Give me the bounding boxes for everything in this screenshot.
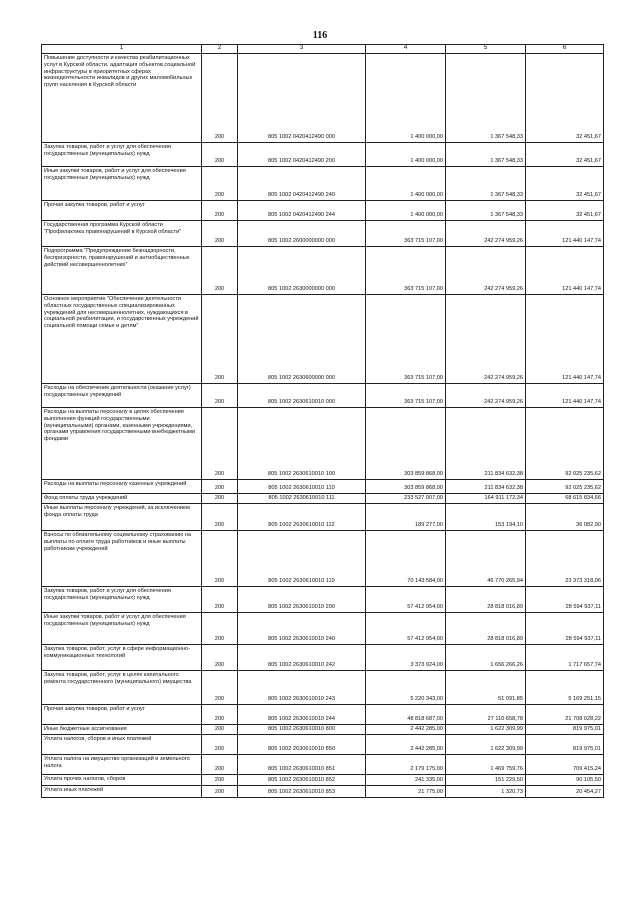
row-name: Основное мероприятие "Обеспечение деятельности областных государственных специализированных учреждений для несовершеннолетних, нуждающихся в социальной реабилитации, и государственных учреждений социальной помощи семье и детям" <box>42 295 202 384</box>
row-value-col5: 28 818 016,89 <box>446 613 526 645</box>
row-value-col4: 363 715 107,00 <box>366 295 446 384</box>
table-row <box>42 613 604 645</box>
row-value-col4: 57 412 954,00 <box>366 613 446 645</box>
row-value-col6: 709 415,24 <box>526 755 604 775</box>
row-classification-code: 805 1002 2630610010 111 <box>238 494 366 504</box>
row-name: Иные закупки товаров, работ и услуг для обеспечения государственных (муниципальных) нужд <box>42 613 202 645</box>
row-value-col5: 46 770 265,94 <box>446 531 526 587</box>
row-col2: 200 <box>202 504 238 531</box>
table-row <box>42 735 604 755</box>
table-row <box>42 221 604 247</box>
header-col-2: 2 <box>202 45 238 54</box>
row-value-col5: 151 229,50 <box>446 775 526 786</box>
row-classification-code: 805 1002 2630000000 000 <box>238 247 366 295</box>
row-col2: 200 <box>202 531 238 587</box>
row-value-col6: 28 594 937,11 <box>526 587 604 613</box>
row-value-col4: 1 400 000,00 <box>366 167 446 201</box>
row-value-col4: 48 818 687,00 <box>366 705 446 725</box>
row-value-col6: 32 451,67 <box>526 201 604 221</box>
row-col2: 200 <box>202 671 238 705</box>
row-value-col6: 121 440 147,74 <box>526 247 604 295</box>
row-classification-code: 805 1002 0420412490 244 <box>238 201 366 221</box>
row-col2: 200 <box>202 143 238 167</box>
row-value-col4: 70 143 584,00 <box>366 531 446 587</box>
row-value-col6: 32 451,67 <box>526 143 604 167</box>
row-name: Подпрограмма "Предупреждение безнадзорности, беспризорности, правонарушений и антиобщественных действий несовершеннолетних" <box>42 247 202 295</box>
row-value-col6: 819 975,01 <box>526 725 604 735</box>
row-value-col4: 363 715 107,00 <box>366 384 446 408</box>
row-name: Уплата налога на имущество организаций и земельного налога <box>42 755 202 775</box>
row-classification-code: 805 1002 0420412490 240 <box>238 167 366 201</box>
row-name: Расходы на выплаты персоналу в целях обеспечения выполнения функций государственными (муниципальными) органами, казенными учреждениями, органами управления государственными внебюджетными фондами <box>42 408 202 480</box>
row-name: Взносы по обязательному социальному страхованию на выплаты по оплате труда работников и иные выплаты работникам учреждений <box>42 531 202 587</box>
row-value-col5: 242 274 959,26 <box>446 384 526 408</box>
row-value-col4: 5 220 343,00 <box>366 671 446 705</box>
row-name: Прочая закупка товаров, работ и услуг <box>42 705 202 725</box>
row-name: Закупка товаров, работ, услуг в сфере информационно-коммуникационных технологий <box>42 645 202 671</box>
header-col-3: 3 <box>238 45 366 54</box>
row-value-col5: 1 367 548,33 <box>446 143 526 167</box>
table-row <box>42 725 604 735</box>
row-value-col6: 5 169 251,15 <box>526 671 604 705</box>
row-value-col4: 303 859 868,00 <box>366 408 446 480</box>
row-col2: 200 <box>202 786 238 798</box>
row-value-col6: 92 025 235,62 <box>526 480 604 494</box>
row-value-col5: 242 274 959,26 <box>446 295 526 384</box>
row-value-col5: 1 656 266,26 <box>446 645 526 671</box>
table-body <box>42 54 604 798</box>
row-value-col4: 363 715 107,00 <box>366 221 446 247</box>
table-row <box>42 247 604 295</box>
row-col2: 200 <box>202 295 238 384</box>
row-name: Государственная программа Курской области "Профилактика правонарушений в Курской области" <box>42 221 202 247</box>
row-value-col4: 57 412 954,00 <box>366 587 446 613</box>
table-row <box>42 143 604 167</box>
row-classification-code: 805 1002 2630610010 242 <box>238 645 366 671</box>
row-classification-code: 805 1002 2600000000 000 <box>238 221 366 247</box>
row-value-col5: 28 818 016,89 <box>446 587 526 613</box>
header-col-5: 5 <box>446 45 526 54</box>
row-classification-code: 805 1002 2630610010 852 <box>238 775 366 786</box>
row-name: Иные бюджетные ассигнования <box>42 725 202 735</box>
row-value-col6: 68 615 834,66 <box>526 494 604 504</box>
row-value-col5: 51 091,85 <box>446 671 526 705</box>
row-col2: 200 <box>202 408 238 480</box>
row-col2: 200 <box>202 725 238 735</box>
row-name: Уплата иных платежей <box>42 786 202 798</box>
row-name: Закупка товаров, работ и услуг для обеспечения государственных (муниципальных) нужд <box>42 587 202 613</box>
row-classification-code: 805 1002 2630610010 800 <box>238 725 366 735</box>
table-row <box>42 645 604 671</box>
row-classification-code: 805 1002 2630600000 000 <box>238 295 366 384</box>
row-value-col4: 233 527 007,00 <box>366 494 446 504</box>
row-value-col6: 121 440 147,74 <box>526 295 604 384</box>
table-row <box>42 705 604 725</box>
row-value-col5: 1 469 759,76 <box>446 755 526 775</box>
row-classification-code: 805 1002 0420412490 000 <box>238 54 366 143</box>
header-col-1: 1 <box>42 45 202 54</box>
row-name: Уплата прочих налогов, сборов <box>42 775 202 786</box>
row-classification-code: 805 1002 2630610010 112 <box>238 504 366 531</box>
row-value-col5: 164 911 172,34 <box>446 494 526 504</box>
table-row <box>42 755 604 775</box>
row-value-col4: 1 400 000,00 <box>366 143 446 167</box>
row-col2: 200 <box>202 613 238 645</box>
row-col2: 200 <box>202 247 238 295</box>
table-row <box>42 384 604 408</box>
row-value-col6: 20 454,27 <box>526 786 604 798</box>
row-value-col6: 21 708 028,22 <box>526 705 604 725</box>
row-classification-code: 805 1002 2630610010 850 <box>238 735 366 755</box>
row-col2: 200 <box>202 201 238 221</box>
table-row <box>42 671 604 705</box>
row-value-col4: 1 400 000,00 <box>366 201 446 221</box>
row-col2: 200 <box>202 221 238 247</box>
table-row <box>42 531 604 587</box>
table-row <box>42 786 604 798</box>
header-row <box>42 45 604 54</box>
row-col2: 200 <box>202 705 238 725</box>
row-name: Закупка товаров, работ и услуг для обеспечения государственных (муниципальных) нужд <box>42 143 202 167</box>
row-col2: 200 <box>202 735 238 755</box>
row-value-col5: 242 274 959,26 <box>446 221 526 247</box>
row-value-col4: 1 400 000,00 <box>366 54 446 143</box>
row-value-col6: 1 717 657,74 <box>526 645 604 671</box>
row-name: Иные выплаты персоналу учреждений, за исключением фонда оплаты труда <box>42 504 202 531</box>
row-value-col5: 242 274 959,26 <box>446 247 526 295</box>
row-value-col6: 32 451,67 <box>526 167 604 201</box>
row-value-col5: 211 834 632,38 <box>446 408 526 480</box>
row-classification-code: 805 1002 2630610010 000 <box>238 384 366 408</box>
budget-execution-table <box>41 44 604 798</box>
row-col2: 200 <box>202 645 238 671</box>
row-classification-code: 805 1002 2630610010 243 <box>238 671 366 705</box>
row-value-col4: 241 335,00 <box>366 775 446 786</box>
row-value-col6: 121 440 147,74 <box>526 221 604 247</box>
table-row <box>42 480 604 494</box>
row-value-col4: 189 277,00 <box>366 504 446 531</box>
row-classification-code: 805 1002 2630610010 851 <box>238 755 366 775</box>
table-row <box>42 775 604 786</box>
table-row <box>42 494 604 504</box>
row-value-col6: 36 082,90 <box>526 504 604 531</box>
row-name: Закупка товаров, работ, услуг в целях капитального ремонта государственного (муниципального) имущества <box>42 671 202 705</box>
row-value-col5: 1 622 309,99 <box>446 725 526 735</box>
table-row <box>42 201 604 221</box>
row-col2: 200 <box>202 384 238 408</box>
header-col-6: 6 <box>526 45 604 54</box>
row-col2: 200 <box>202 480 238 494</box>
row-value-col5: 1 367 548,33 <box>446 167 526 201</box>
table-row <box>42 408 604 480</box>
row-value-col5: 1 367 548,33 <box>446 201 526 221</box>
row-value-col6: 92 025 235,62 <box>526 408 604 480</box>
row-classification-code: 805 1002 2630610010 240 <box>238 613 366 645</box>
row-value-col4: 2 179 175,00 <box>366 755 446 775</box>
row-name: Фонд оплаты труда учреждений <box>42 494 202 504</box>
row-classification-code: 805 1002 2630610010 244 <box>238 705 366 725</box>
row-classification-code: 805 1002 2630610010 200 <box>238 587 366 613</box>
row-classification-code: 805 1002 2630610010 853 <box>238 786 366 798</box>
row-name: Расходы на выплаты персоналу казенных учреждений <box>42 480 202 494</box>
table-row <box>42 295 604 384</box>
row-value-col5: 1 367 548,33 <box>446 54 526 143</box>
row-value-col5: 211 834 632,38 <box>446 480 526 494</box>
row-value-col6: 121 440 147,74 <box>526 384 604 408</box>
header-col-4: 4 <box>366 45 446 54</box>
table-row <box>42 587 604 613</box>
row-value-col5: 1 622 309,99 <box>446 735 526 755</box>
row-col2: 200 <box>202 494 238 504</box>
table-row <box>42 167 604 201</box>
row-col2: 200 <box>202 775 238 786</box>
row-value-col6: 23 373 318,06 <box>526 531 604 587</box>
row-name: Уплата налогов, сборов и иных платежей <box>42 735 202 755</box>
row-classification-code: 805 1002 2630610010 110 <box>238 480 366 494</box>
row-name: Иные закупки товаров, работ и услуг для обеспечения государственных (муниципальных) нужд <box>42 167 202 201</box>
row-value-col6: 32 451,67 <box>526 54 604 143</box>
page-number: 116 <box>312 30 328 41</box>
row-value-col5: 153 194,10 <box>446 504 526 531</box>
row-value-col4: 2 442 285,00 <box>366 725 446 735</box>
row-col2: 200 <box>202 755 238 775</box>
table-row <box>42 504 604 531</box>
row-value-col4: 2 442 285,00 <box>366 735 446 755</box>
row-col2: 200 <box>202 587 238 613</box>
row-name: Повышение доступности и качества реабилитационных услуг в Курской области, адаптация объектов социальной инфраструктуры в приоритетных сферах жизнедеятельности инвалидов и других маломобильных групп населения в Курской области <box>42 54 202 143</box>
row-value-col4: 363 715 107,00 <box>366 247 446 295</box>
row-value-col4: 303 859 868,00 <box>366 480 446 494</box>
row-name: Расходы на обеспечение деятельности (оказание услуг) государственных учреждений <box>42 384 202 408</box>
table-row <box>42 54 604 143</box>
row-classification-code: 805 1002 2630610010 100 <box>238 408 366 480</box>
row-value-col6: 819 975,01 <box>526 735 604 755</box>
row-value-col5: 27 110 658,78 <box>446 705 526 725</box>
row-value-col4: 3 373 924,00 <box>366 645 446 671</box>
row-col2: 200 <box>202 167 238 201</box>
row-value-col6: 28 594 937,11 <box>526 613 604 645</box>
row-col2: 200 <box>202 54 238 143</box>
row-classification-code: 805 1002 2630610010 119 <box>238 531 366 587</box>
row-value-col5: 1 320,73 <box>446 786 526 798</box>
row-value-col4: 21 775,00 <box>366 786 446 798</box>
row-value-col6: 90 105,50 <box>526 775 604 786</box>
row-name: Прочая закупка товаров, работ и услуг <box>42 201 202 221</box>
row-classification-code: 805 1002 0420412490 200 <box>238 143 366 167</box>
